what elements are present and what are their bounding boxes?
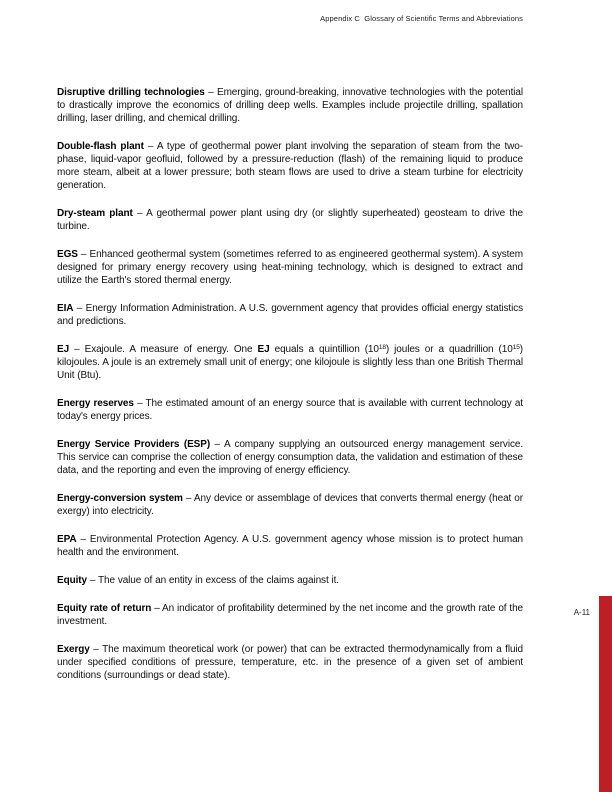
glossary-entry xyxy=(57,574,523,587)
definition-text: – Environmental Protection Agency. A U.S. government agency whose mission is to protect human health and the environment. xyxy=(57,534,523,558)
glossary-entry xyxy=(57,207,523,233)
definition-text: – A type of geothermal power plant involving the separation of steam from the two-phase, liquid-vapor geofluid, followed by a pressure-reduction (flash) of the remaining liquid to produce more steam, albeit at a lower pressure; both steam flows are used to drive a steam turbine for electricity generation. xyxy=(57,141,523,191)
glossary-term: Energy-conversion system xyxy=(57,493,183,504)
definition-text: – The maximum theoretical work (or power) that can be extracted thermodynamically from a fluid under specified conditions of pressure, temperature, etc. in the presence of a given set of ambient conditions (surroundings or dead state). xyxy=(57,644,523,681)
glossary-term: Double-flash plant xyxy=(57,141,144,152)
glossary-term: Dry-steam plant xyxy=(57,208,133,219)
glossary-entry xyxy=(57,140,523,192)
glossary-entry xyxy=(57,302,523,328)
glossary-entry xyxy=(57,343,523,382)
definition-text: – Energy Information Administration. A U.S. government agency that provides official energy statistics and predictions. xyxy=(57,303,523,327)
glossary-entry xyxy=(57,533,523,559)
definition-text: equals a quintillion (10 xyxy=(269,344,379,355)
definition-text: – Emerging, ground-breaking, innovative technologies with the potential to drastically improve the economics of drilling deep wells. Examples include projectile drilling, spallation drilling, laser drilling, and chemical drilling. xyxy=(57,87,524,124)
definition-text: – The estimated amount of an energy source that is available with current technology at today's energy prices. xyxy=(57,398,523,422)
glossary-entry xyxy=(57,86,523,125)
glossary-term: Disruptive drilling technologies xyxy=(57,87,205,98)
glossary-entry xyxy=(57,492,523,518)
definition-text: – Any device or assemblage of devices that converts thermal energy (heat or exergy) into electricity. xyxy=(57,493,523,517)
definition-text: – The value of an entity in excess of the claims against it. xyxy=(86,575,339,586)
glossary-term: EPA xyxy=(57,534,77,545)
glossary-entry xyxy=(57,397,523,423)
page-header: Appendix C Glossary of Scientific Terms and Abbreviations xyxy=(320,14,523,23)
glossary-term: Equity xyxy=(57,575,87,586)
glossary-entry xyxy=(57,438,523,477)
definition-text: – Exajoule. A measure of energy. One xyxy=(69,344,258,355)
term-reference: EJ xyxy=(257,344,270,355)
definition-text: ) kilojoules. A joule is an extremely small unit of energy; one kilojoule is slightly less than one British Thermal Unit (Btu). xyxy=(57,344,523,381)
glossary-term: Energy Service Providers (ESP) xyxy=(57,439,211,450)
glossary-entry xyxy=(57,643,523,682)
superscript-exponent: 15 xyxy=(512,343,520,351)
definition-text: ) joules or a quadrillion (10 xyxy=(385,344,513,355)
section-tab xyxy=(599,596,612,792)
page-number: A-11 xyxy=(573,608,590,617)
definition-text: – An indicator of profitability determined by the net income and the growth rate of the investment. xyxy=(57,603,523,627)
glossary-content xyxy=(57,86,523,697)
glossary-term: EGS xyxy=(57,249,78,260)
glossary-entry xyxy=(57,248,523,287)
superscript-exponent: 18 xyxy=(378,343,386,351)
definition-text: – A geothermal power plant using dry (or slightly superheated) geosteam to drive the turbine. xyxy=(57,208,523,232)
glossary-term: Exergy xyxy=(57,644,90,655)
glossary-term: Equity rate of return xyxy=(57,603,152,614)
glossary-term: EIA xyxy=(57,303,74,314)
definition-text: – Enhanced geothermal system (sometimes referred to as engineered geothermal system). A system designed for primary energy recovery using heat-mining technology, which is designed to extract and utilize the Earth's stored thermal energy. xyxy=(57,249,523,286)
glossary-term: Energy reserves xyxy=(57,398,134,409)
glossary-term: EJ xyxy=(57,344,70,355)
definition-text: – A company supplying an outsourced energy management service. This service can comprise the collection of energy consumption data, the validation and estimation of these data, and the reporting and even the improving of energy efficiency. xyxy=(57,439,523,476)
glossary-entry xyxy=(57,602,523,628)
